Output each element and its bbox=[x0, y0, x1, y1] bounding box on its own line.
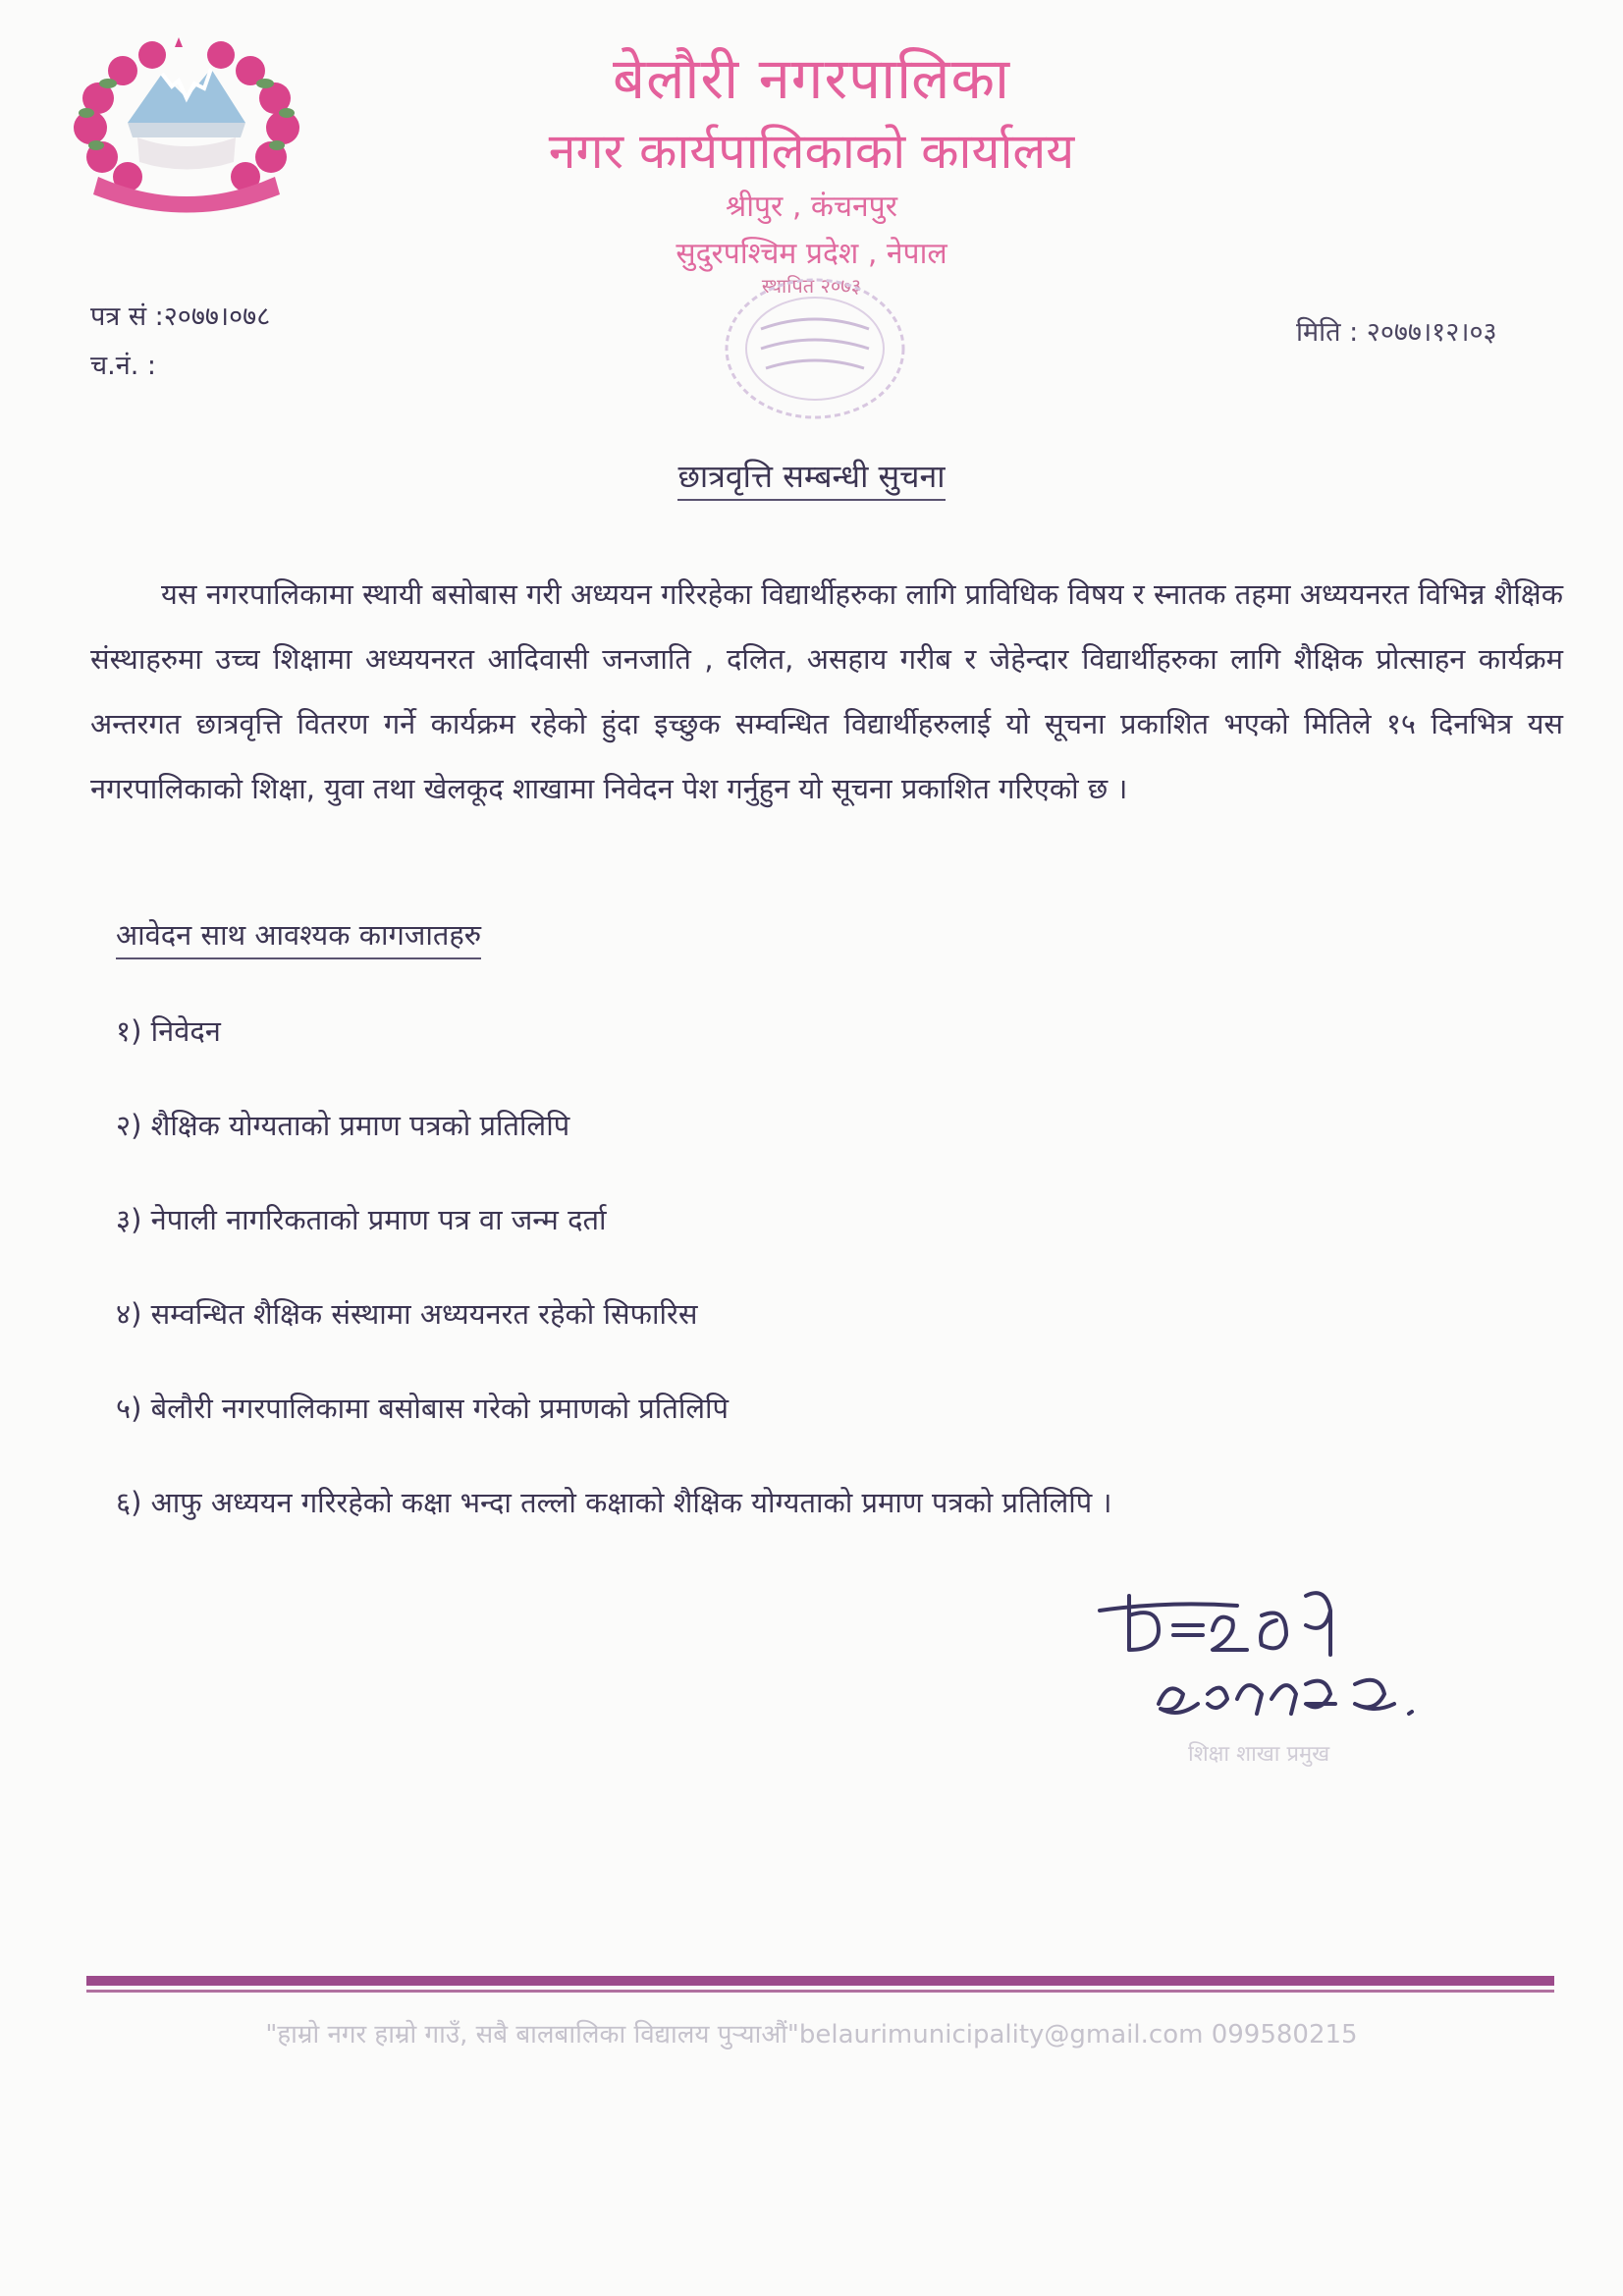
office-name: नगर कार्यपालिकाको कार्यालय bbox=[548, 123, 1075, 180]
faint-signatory-text: शिक्षा शाखा प्रमुख bbox=[1188, 1742, 1330, 1767]
requirement-item: ५) बेलौरी नगरपालिकामा बसोबास गरेको प्रमाणको प्रतिलिपि bbox=[116, 1392, 730, 1425]
requirements-heading bbox=[116, 915, 481, 954]
requirement-item: २) शैक्षिक योग्यताको प्रमाण पत्रको प्रतिलिपि bbox=[116, 1109, 570, 1142]
requirements-heading-text: आवेदन साथ आवश्यक कागजातहरु bbox=[116, 918, 481, 959]
dispatch-number: च.नं. : bbox=[90, 351, 156, 381]
footer-slogan-contact: "हाम्रो नगर हाम्रो गाउँ, सबै बालबालिका विद्यालय पुर्‍याऔं"belaurimunicipality@gmail.com 099580215 bbox=[265, 2020, 1358, 2050]
requirements-list bbox=[116, 1011, 1111, 1577]
handwritten-signature bbox=[1090, 1557, 1463, 1738]
notice-subject-text: छात्रवृत्ति सम्बन्धी सुचना bbox=[677, 458, 945, 501]
footer-rule-thin bbox=[86, 1990, 1554, 1993]
established-year: स्थापित २०७३ bbox=[761, 274, 862, 298]
office-province: सुदुरपश्चिम प्रदेश , नेपाल bbox=[676, 237, 947, 271]
municipality-name: बेलौरी नगरपालिका bbox=[612, 45, 1011, 112]
reference-number: पत्र सं :२०७७।०७८ bbox=[90, 301, 271, 332]
notice-body: यस नगरपालिकामा स्थायी बसोबास गरी अध्ययन गरिरहेका विद्यार्थीहरुका लागि प्राविधिक विषय र स्नातक तहमा अध्ययनरत विभिन्न शैक्षिक संस्थाहरुमा उच्च शिक्षामा अध्ययनरत आदिवासी जनजाति , दलित, असहाय गरीब र जेहेन्दार विद्यार्थीहरुका लागि शैक्षिक प्रोत्साहन कार्यक्रम अन्तरगत छात्रवृत्ति वितरण गर्ने कार्यक्रम रहेको हुंदा इच्छुक सम्वन्धित विद्यार्थीहरुलाई यो सूचना प्रकाशित भएको मितिले १५ दिनभित्र यस नगरपालिकाको शिक्षा, युवा तथा खेलकूद शाखामा निवेदन पेश गर्नुहुन यो सूचना प्रकाशित गरिएको छ । bbox=[90, 577, 1563, 805]
notice-subject bbox=[0, 455, 1623, 497]
footer-rule bbox=[86, 1976, 1554, 1986]
office-address: श्रीपुर , कंचनपुर bbox=[726, 190, 897, 224]
letter-date: मिति : २०७७।१२।०३ bbox=[1296, 317, 1497, 348]
requirement-item: ३) नेपाली नागरिकताको प्रमाण पत्र वा जन्म दर्ता bbox=[116, 1203, 607, 1236]
requirement-item: ६) आफु अध्ययन गरिरहेको कक्षा भन्दा तल्लो कक्षाको शैक्षिक योग्यताको प्रमाण पत्रको प्रतिलिपि । bbox=[116, 1486, 1112, 1519]
requirement-item: ४) सम्वन्धित शैक्षिक संस्थामा अध्ययनरत रहेको सिफारिस bbox=[116, 1297, 698, 1331]
office-stamp bbox=[717, 270, 913, 427]
requirement-item: १) निवेदन bbox=[116, 1014, 221, 1048]
